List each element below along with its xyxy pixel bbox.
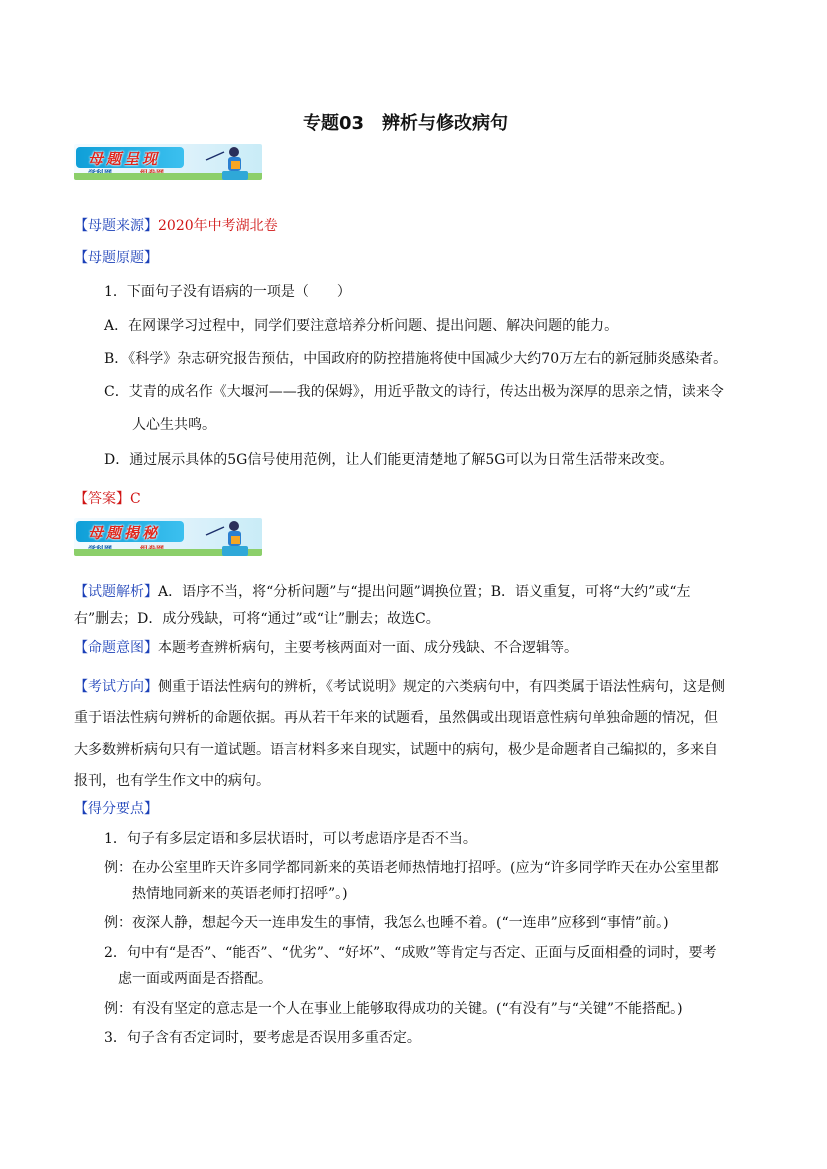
answer-label: 【答案】 (74, 491, 130, 507)
analysis-text: A．语序不当，将“分析问题”与“提出问题”调换位置；B．语义重复，可将“大约”或“左 (158, 584, 691, 600)
answer-line (74, 491, 141, 507)
point-3: 3．句子含有否定词时，要考虑是否误用多重否定。 (104, 1030, 421, 1046)
intent-line (74, 640, 578, 656)
point-2b: 虑一面或两面是否搭配。 (118, 971, 272, 987)
banner-heading: 母题呈现 (88, 150, 161, 168)
banner-heading: 母题揭秘 (88, 524, 161, 542)
direction-text: 侧重于语法性病句的辨析，《考试说明》规定的六类病句中，有四类属于语法性病句，这是侧 (158, 679, 725, 695)
direction-label: 【考试方向】 (74, 679, 158, 695)
option-b: B．《科学》杂志研究报告预估，中国政府的防控措施将使中国减少大约70万左右的新冠肺炎感染者。 (104, 351, 728, 367)
original-label: 【母题原题】 (74, 250, 158, 266)
direction-line1 (74, 679, 725, 695)
banner-mother-question (74, 144, 262, 180)
option-c-line2: 人心生共鸣。 (132, 417, 216, 433)
point-1-example-1b: 热情地同新来的英语老师打招呼”。) (132, 886, 348, 902)
analysis-line2: 右”删去；D．成分残缺，可将“通过”或“让”删去；故选C。 (74, 611, 440, 627)
question-stem: 1．下面句子没有语病的一项是（ ） (104, 284, 351, 300)
option-c-line1: C．艾青的成名作《大堰河——我的保姆》，用近乎散文的诗行，传达出极为深厚的思亲之情，读来令 (104, 384, 724, 400)
point-1-example-1a: 例：在办公室里昨天许多同学都同新来的英语老师热情地打招呼。(应为“许多同学昨天在办公室里都 (104, 860, 719, 876)
teacher-icon (204, 518, 254, 556)
analysis-line1 (74, 584, 691, 600)
point-2-example: 例：有没有坚定的意志是一个人在事业上能够取得成功的关键。(“有没有”与“关键”不能搭配。) (104, 1001, 683, 1017)
direction-line2: 重于语法性病句辨析的命题依据。再从若干年来的试题看，虽然偶或出现语意性病句单独命题的情况，但 (74, 710, 718, 726)
option-d: D．通过展示具体的5G信号使用范例，让人们能更清楚地了解5G可以为日常生活带来改变。 (104, 452, 674, 468)
source-line (74, 218, 278, 234)
points-label: 【得分要点】 (74, 801, 158, 817)
intent-label: 【命题意图】 (74, 640, 158, 656)
analysis-label: 【试题解析】 (74, 584, 158, 600)
answer-value: C (130, 491, 141, 507)
point-2a: 2．句中有“是否”、“能否”、“优劣”、“好坏”、“成败”等肯定与否定、正面与反面相叠的词时，要考 (104, 945, 717, 961)
source-value: 2020年中考湖北卷 (158, 218, 278, 234)
source-label: 【母题来源】 (74, 218, 158, 234)
point-1-example-2: 例：夜深人静，想起今天一连串发生的事情，我怎么也睡不着。(“一连串”应移到“事情”前。) (104, 915, 669, 931)
banner-mother-reveal (74, 518, 262, 556)
teacher-icon (204, 144, 254, 180)
page-title: 专题03 辨析与修改病句 (303, 113, 509, 134)
direction-line4: 报刊，也有学生作文中的病句。 (74, 773, 270, 789)
intent-text: 本题考查辨析病句，主要考核两面对一面、成分残缺、不合逻辑等。 (158, 640, 578, 656)
direction-line3: 大多数辨析病句只有一道试题。语言材料多来自现实，试题中的病句，极少是命题者自己编拟的，多来自 (74, 742, 718, 758)
option-a: A．在网课学习过程中，同学们要注意培养分析问题、提出问题、解决问题的能力。 (104, 318, 619, 334)
point-1: 1．句子有多层定语和多层状语时，可以考虑语序是否不当。 (104, 831, 477, 847)
